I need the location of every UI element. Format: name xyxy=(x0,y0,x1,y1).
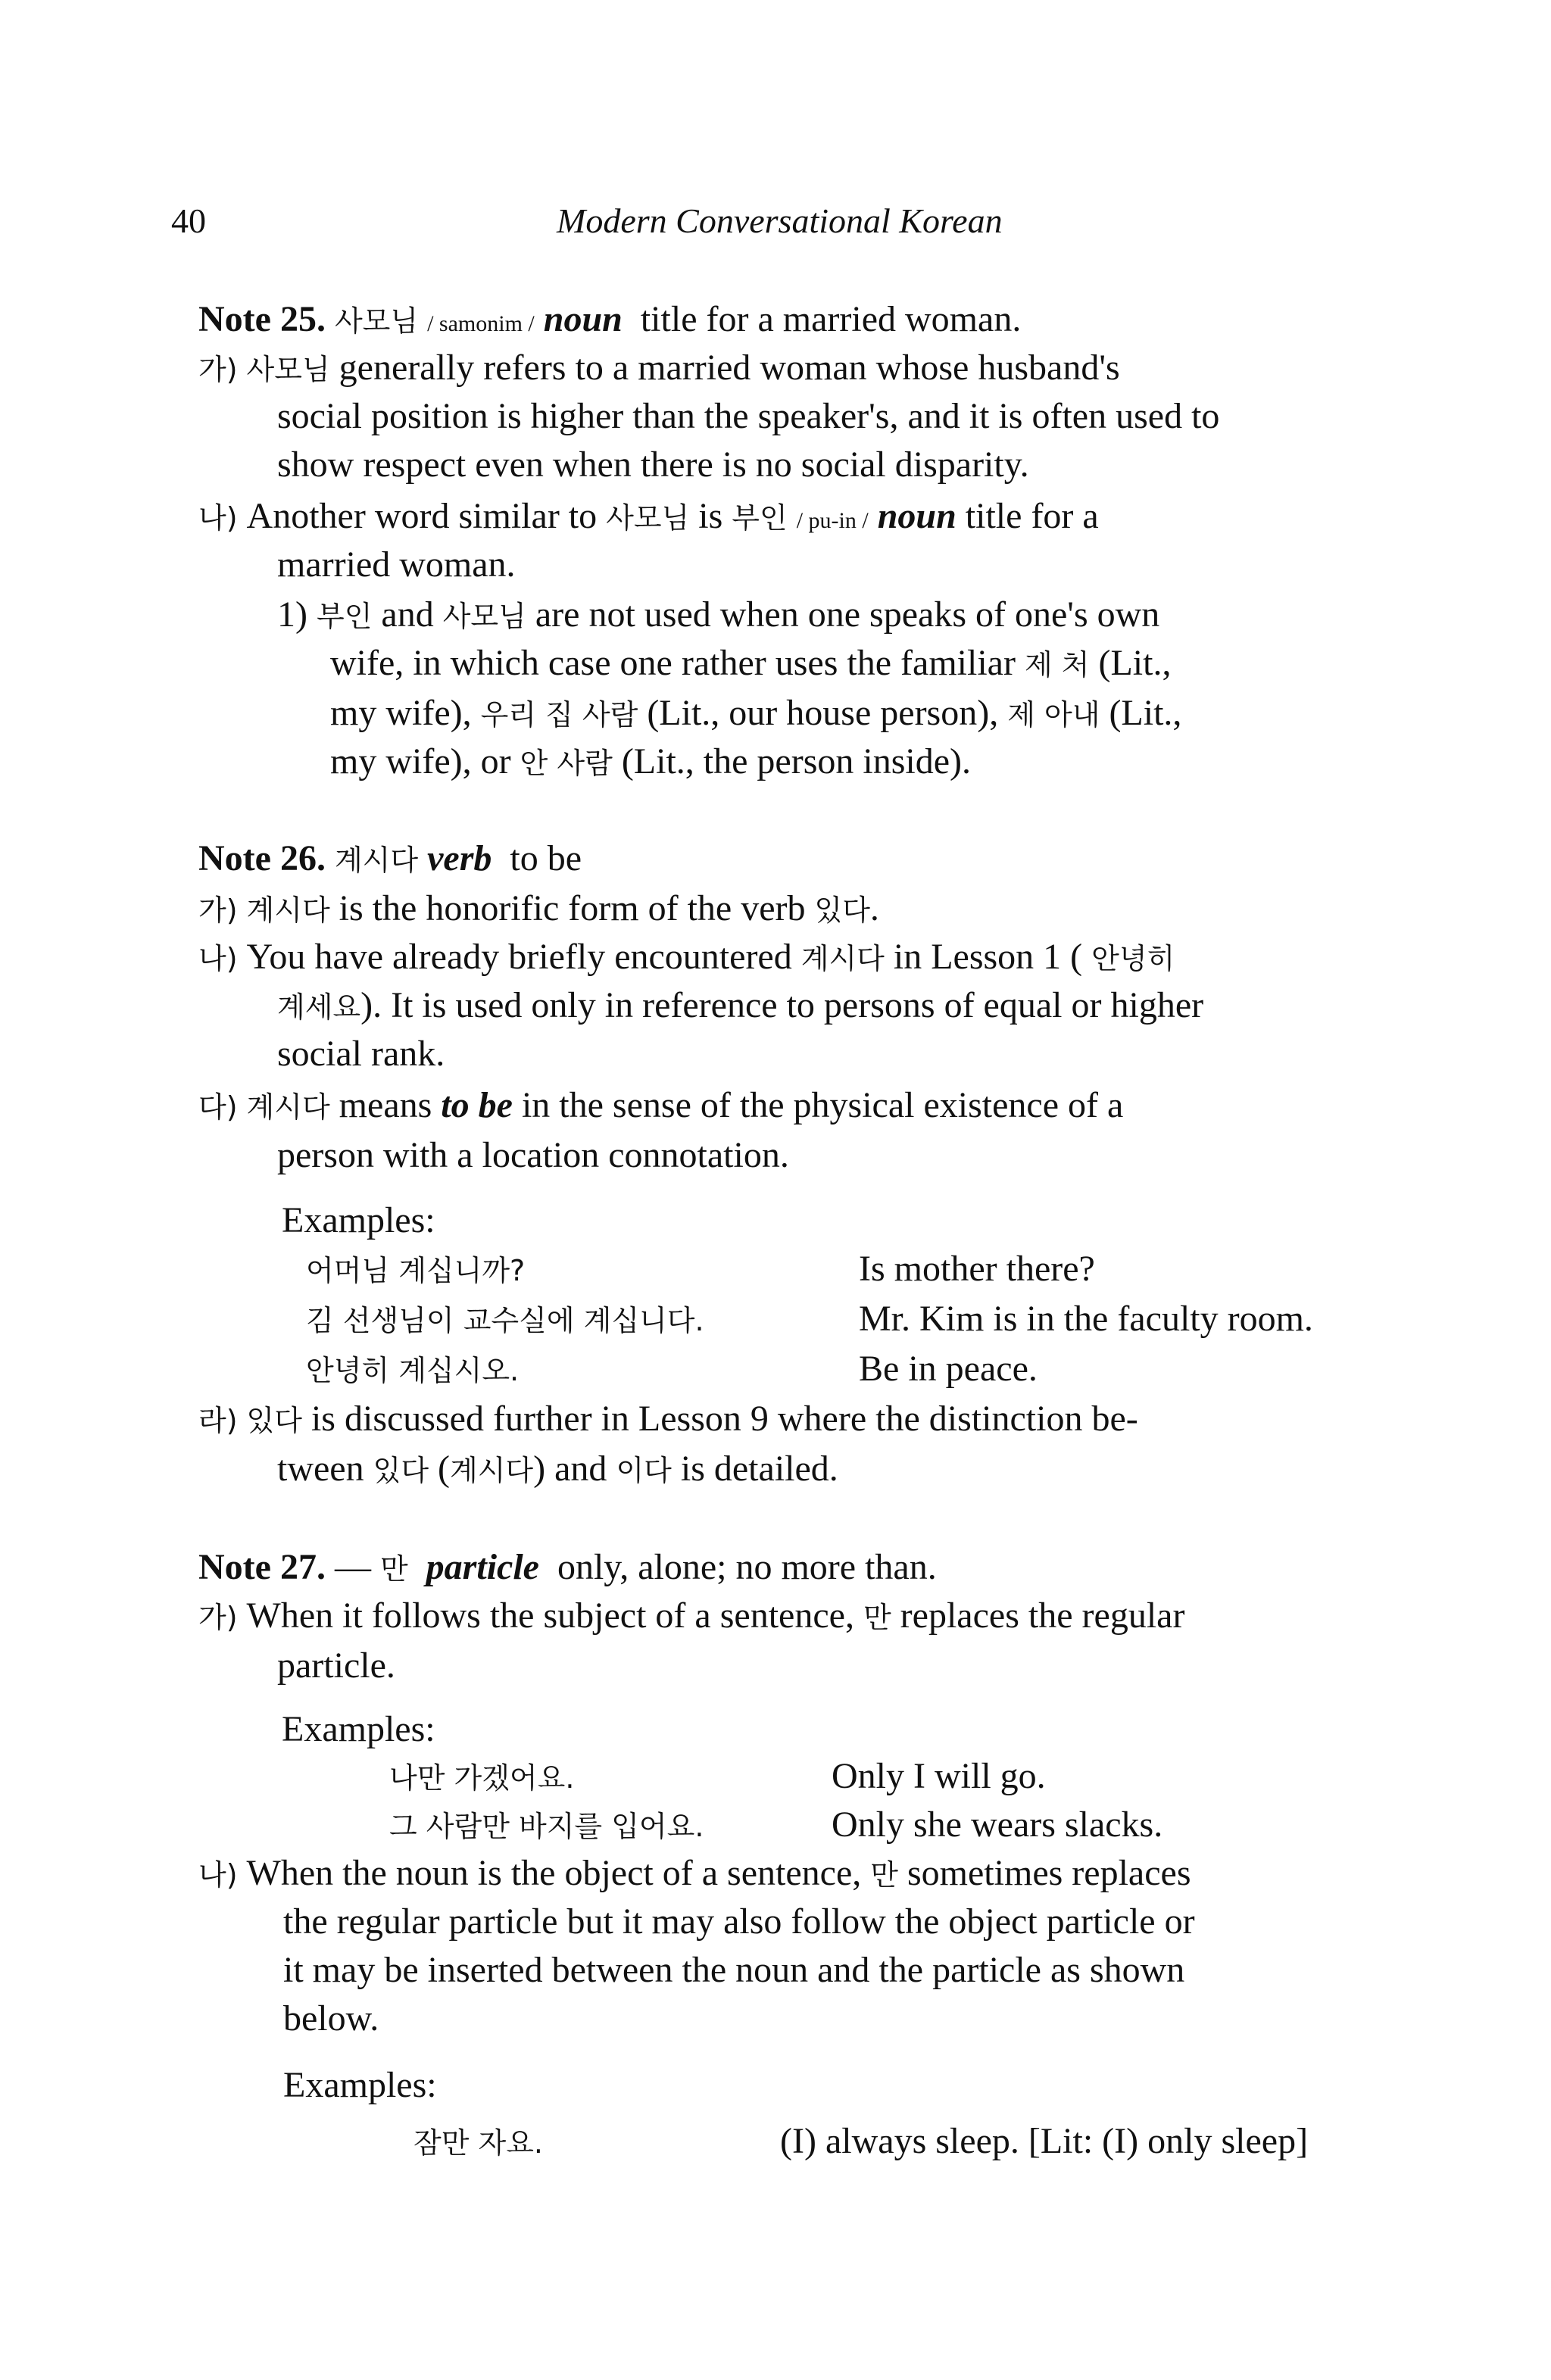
body-text: in the sense of the physical existence of a xyxy=(521,1085,1124,1125)
body-text: ). It is used only in reference to persons of equal or higher xyxy=(360,985,1204,1025)
korean-term: 계시다 xyxy=(246,1090,330,1124)
list-marker: 가) xyxy=(198,1601,238,1634)
body-text: ( xyxy=(438,1449,451,1489)
korean-term: 있다 xyxy=(814,894,870,927)
body-text: Another word similar to xyxy=(246,496,598,536)
korean-term: 부인 xyxy=(732,501,788,535)
body-text: is detailed. xyxy=(680,1449,838,1489)
body-text: is xyxy=(698,496,723,536)
body-line: married woman. xyxy=(277,544,516,585)
body-text: When the noun is the object of a sentence, xyxy=(246,1853,862,1893)
example-korean: 어머님 계십니까? xyxy=(306,1254,526,1287)
page-number: 40 xyxy=(171,201,206,240)
korean-term: 있다 xyxy=(373,1454,429,1487)
dash: — xyxy=(334,1547,371,1587)
note-25-item-ga xyxy=(198,345,1120,392)
body-text: generally refers to a married woman whose husband's xyxy=(339,348,1120,388)
body-text: (Lit., our house person), xyxy=(647,693,999,733)
list-marker: 나) xyxy=(198,942,238,975)
body-text: title for a xyxy=(965,496,1099,536)
note-26-item-ra xyxy=(198,1396,1138,1443)
korean-term: 계시다 xyxy=(800,942,885,975)
body-text: means xyxy=(339,1085,432,1125)
body-text: You have already briefly encountered xyxy=(246,937,792,977)
body-text: (Lit., the person inside). xyxy=(621,741,972,781)
body-line: below. xyxy=(283,1998,379,2038)
korean-term: 만 xyxy=(870,1858,898,1892)
note-26-item-na xyxy=(198,934,1175,981)
examples-label: Examples: xyxy=(283,2065,437,2105)
body-text: ) and xyxy=(533,1449,607,1489)
part-of-speech: noun xyxy=(543,299,623,339)
korean-term: 계세요 xyxy=(277,990,361,1024)
part-of-speech: particle xyxy=(426,1547,539,1587)
list-marker: 가) xyxy=(198,353,238,386)
example-korean: 안녕히 계십시오. xyxy=(306,1354,520,1387)
example-translation: Is mother there? xyxy=(859,1249,1095,1289)
korean-term: 사모님 xyxy=(246,353,330,386)
list-marker: 나) xyxy=(198,1858,238,1892)
emphasis: to be xyxy=(441,1085,513,1125)
body-text: wife, in which case one rather uses the familiar xyxy=(330,643,1016,683)
body-text: (Lit., xyxy=(1109,693,1182,733)
note-label: Note 27. xyxy=(198,1547,326,1587)
body-line: social rank. xyxy=(277,1034,445,1074)
example-translation: Only I will go. xyxy=(832,1756,1046,1796)
korean-term: 안 사람 xyxy=(520,747,613,780)
korean-term: 사모님 xyxy=(334,304,419,338)
body-line: it may be inserted between the noun and the particle as shown xyxy=(283,1950,1185,1990)
body-text: are not used when one speaks of one's own xyxy=(535,594,1160,635)
example-translation: Mr. Kim is in the faculty room. xyxy=(859,1299,1313,1339)
body-text: is the honorific form of the verb xyxy=(339,888,806,928)
examples-label: Examples: xyxy=(282,1200,435,1240)
body-text: replaces the regular xyxy=(900,1596,1185,1636)
note-26-item-da xyxy=(198,1083,1123,1130)
list-marker: 1) xyxy=(277,594,307,635)
romanization: / samonim / xyxy=(427,311,535,336)
body-line: the regular particle but it may also follow the object particle or xyxy=(283,1901,1195,1942)
gloss: title for a married woman. xyxy=(640,299,1022,339)
korean-term: 계시다 xyxy=(450,1454,534,1487)
example-translation: (I) always sleep. [Lit: (I) only sleep] xyxy=(780,2121,1309,2161)
part-of-speech: noun xyxy=(877,496,957,536)
body-text: in Lesson 1 ( xyxy=(893,937,1083,977)
examples-label: Examples: xyxy=(282,1709,435,1749)
list-marker: 다) xyxy=(198,1090,238,1124)
body-text: my wife), or xyxy=(330,741,511,781)
romanization: / pu-in / xyxy=(796,508,869,533)
body-text: my wife), xyxy=(330,693,472,733)
note-25-sub-1 xyxy=(277,592,1159,639)
body-line: particle. xyxy=(277,1645,395,1686)
korean-term: 만 xyxy=(863,1601,891,1634)
body-text: tween xyxy=(277,1449,364,1489)
example-korean: 잠만 자요. xyxy=(413,2126,543,2160)
korean-term: 이다 xyxy=(616,1454,672,1487)
body-text: . xyxy=(869,888,879,928)
example-korean: 나만 가겠어요. xyxy=(389,1761,575,1795)
korean-term: 제 처 xyxy=(1024,648,1090,682)
body-text: (Lit., xyxy=(1098,643,1172,683)
note-25-heading xyxy=(198,297,1021,347)
list-marker: 가) xyxy=(198,894,238,927)
note-26-heading xyxy=(198,836,582,883)
korean-term: 있다 xyxy=(246,1404,302,1437)
body-line xyxy=(330,691,1181,738)
korean-term: 부인 xyxy=(316,600,373,633)
korean-term: 계시다 xyxy=(334,844,419,877)
korean-term: 우리 집 사람 xyxy=(480,698,638,731)
body-line: show respect even when there is no social disparity. xyxy=(277,444,1029,485)
example-korean: 김 선생님이 교수실에 계십니다. xyxy=(306,1304,704,1337)
gloss: only, alone; no more than. xyxy=(557,1547,937,1587)
note-26-item-ga xyxy=(198,886,879,933)
part-of-speech: verb xyxy=(427,838,492,878)
body-line xyxy=(277,983,1203,1030)
korean-term: 제 아내 xyxy=(1007,698,1100,731)
body-line xyxy=(330,641,1171,688)
body-line: person with a location connotation. xyxy=(277,1135,789,1175)
list-marker: 나) xyxy=(198,501,238,535)
body-line xyxy=(330,739,971,786)
body-line: social position is higher than the speaker's, and it is often used to xyxy=(277,396,1220,436)
body-text: sometimes replaces xyxy=(907,1853,1191,1893)
body-text: When it follows the subject of a sentence, xyxy=(246,1596,854,1636)
korean-term: 안녕히 xyxy=(1091,942,1175,975)
note-label: Note 25. xyxy=(198,299,326,339)
list-marker: 라) xyxy=(198,1404,238,1437)
korean-term: 만 xyxy=(379,1552,408,1586)
note-27-item-na xyxy=(198,1851,1191,1898)
example-korean: 그 사람만 바지를 입어요. xyxy=(389,1810,704,1843)
korean-term: 사모님 xyxy=(606,501,690,535)
korean-term: 계시다 xyxy=(246,894,330,927)
gloss: to be xyxy=(510,838,582,878)
example-translation: Be in peace. xyxy=(859,1349,1038,1389)
note-27-item-ga xyxy=(198,1593,1184,1640)
body-text: and xyxy=(381,594,434,635)
korean-term: 사모님 xyxy=(442,600,526,633)
body-text: is discussed further in Lesson 9 where the distinction be- xyxy=(311,1399,1138,1439)
note-label: Note 26. xyxy=(198,838,326,878)
note-25-item-na xyxy=(198,494,1099,544)
note-27-heading xyxy=(198,1545,937,1592)
running-title: Modern Conversational Korean xyxy=(557,201,1003,240)
example-translation: Only she wears slacks. xyxy=(832,1804,1163,1845)
body-line xyxy=(277,1446,838,1493)
